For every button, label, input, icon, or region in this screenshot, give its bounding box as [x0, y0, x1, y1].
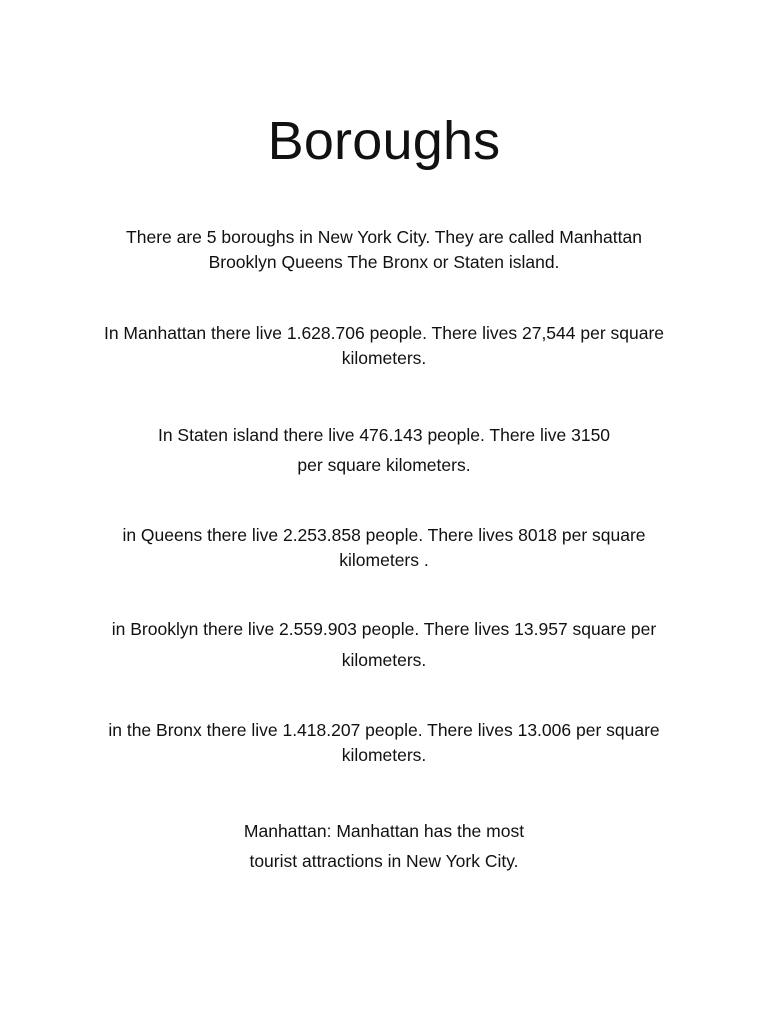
paragraph-manhattan-tourism [64, 814, 704, 874]
paragraph-line: in the Bronx there live 1.418.207 people. There lives 13.006 per square [108, 720, 660, 740]
paragraph-line: In Staten island there live 476.143 people. There live 3150 [157, 425, 611, 445]
paragraph-line: kilometers. [341, 348, 427, 368]
paragraph-bronx [60, 718, 708, 768]
paragraph-line: Brooklyn Queens The Bronx or Staten island. [208, 252, 560, 272]
paragraph-line: kilometers. [341, 650, 427, 670]
paragraph-intro [64, 225, 704, 275]
paragraph-line: kilometers . [339, 550, 429, 570]
paragraph-line: Manhattan: Manhattan has the most [243, 821, 525, 841]
paragraph-line: per square kilometers. [297, 455, 471, 475]
paragraph-line: kilometers. [341, 745, 427, 765]
paragraph-line: In Manhattan there live 1.628.706 people. There lives 27,544 per square [103, 323, 665, 343]
paragraph-brooklyn [60, 611, 708, 673]
paragraph-line: There are 5 boroughs in New York City. They are called Manhattan [126, 227, 642, 247]
paragraph-queens [64, 523, 704, 573]
document-title: Boroughs [267, 111, 501, 171]
paragraph-line: in Brooklyn there live 2.559.903 people. There lives 13.957 square per [111, 619, 657, 639]
paragraph-line: tourist attractions in New York City. [249, 851, 519, 871]
paragraph-manhattan [60, 321, 708, 371]
paragraph-staten-island [64, 418, 704, 478]
paragraph-line: in Queens there live 2.253.858 people. There lives 8018 per square [122, 525, 646, 545]
